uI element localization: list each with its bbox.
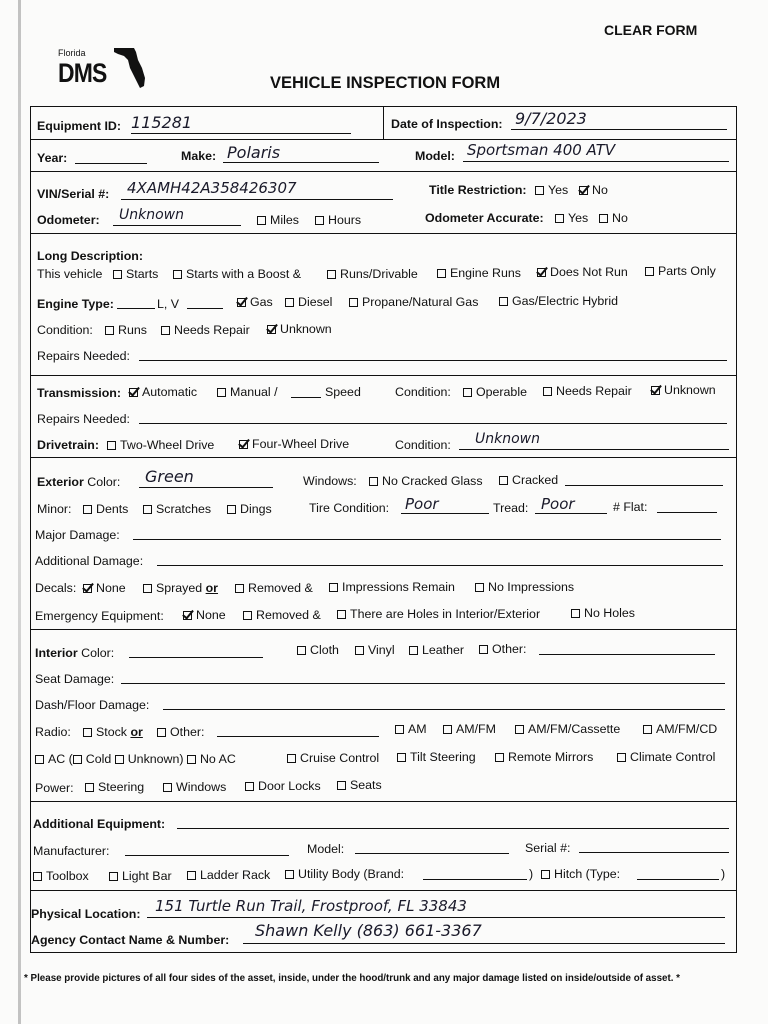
propane-option[interactable]: Propane/Natural Gas	[349, 295, 478, 309]
exterior-color-label: Exterior Color:	[37, 475, 121, 489]
dms-logo	[58, 46, 158, 94]
checked-box-icon[interactable]	[83, 584, 92, 593]
odometer-field[interactable]: Unknown	[119, 207, 184, 223]
no-cracked-glass-option[interactable]: No Cracked Glass	[369, 474, 483, 488]
checkbox-icon[interactable]	[173, 270, 182, 279]
checkbox-icon[interactable]	[115, 755, 124, 764]
checkbox-icon[interactable]	[187, 755, 196, 764]
checkbox-icon[interactable]	[85, 783, 94, 792]
climate-control-option[interactable]: Climate Control	[617, 750, 715, 764]
does-not-run-option[interactable]: Does Not Run	[537, 265, 628, 279]
checkbox-icon[interactable]	[337, 610, 346, 619]
logo-florida-text: Florida	[58, 48, 86, 58]
gas-option[interactable]: Gas	[237, 295, 273, 309]
checked-box-icon[interactable]	[183, 611, 192, 620]
checkbox-icon[interactable]	[157, 728, 166, 737]
checkbox-icon[interactable]	[495, 753, 504, 762]
vin-label: VIN/Serial #:	[37, 187, 110, 201]
checkbox-icon[interactable]	[35, 755, 44, 764]
checked-box-icon[interactable]	[237, 298, 246, 307]
checkbox-icon[interactable]	[217, 388, 226, 397]
checkbox-icon[interactable]	[315, 216, 324, 225]
miles-option[interactable]: Miles	[257, 213, 299, 227]
checkbox-icon[interactable]	[243, 611, 252, 620]
date-label: Date of Inspection:	[391, 117, 503, 131]
long-description-label: Long Description:	[37, 249, 144, 263]
accurate-yes-option[interactable]: Yes	[555, 211, 588, 225]
contact-field[interactable]: Shawn Kelly (863) 661-3367	[255, 921, 482, 940]
am-option[interactable]: AM	[395, 722, 427, 736]
major-damage-label: Major Damage:	[35, 528, 120, 542]
impressions-remain-option[interactable]: Impressions Remain	[329, 580, 455, 594]
checkbox-icon[interactable]	[617, 753, 626, 762]
checkbox-icon[interactable]	[143, 505, 152, 514]
light-bar-option[interactable]: Light Bar	[109, 869, 172, 883]
checkbox-icon[interactable]	[475, 583, 484, 592]
utility-body-option[interactable]: Utility Body (Brand:	[285, 867, 404, 881]
dings-option[interactable]: Dings	[227, 502, 272, 516]
runs-drivable-option[interactable]: Runs/Drivable	[327, 267, 418, 281]
model-field[interactable]: Sportsman 400 ATV	[467, 141, 616, 159]
utility-close-paren: )	[529, 867, 534, 881]
checkbox-icon[interactable]	[33, 872, 42, 881]
decals-removed-option[interactable]: Removed &	[235, 581, 313, 595]
cassette-option[interactable]: AM/FM/Cassette	[515, 722, 620, 736]
logo-dms-text: DMS	[58, 58, 107, 88]
checkbox-icon[interactable]	[105, 326, 114, 335]
cracked-option[interactable]: Cracked	[499, 473, 558, 487]
speed-label: Speed	[325, 385, 361, 399]
checkbox-icon[interactable]	[555, 214, 564, 223]
odometer-accurate-label: Odometer Accurate:	[425, 211, 544, 225]
power-windows-option[interactable]: Windows	[163, 780, 226, 794]
engine-type-label: Engine Type:	[37, 297, 114, 311]
no-holes-option[interactable]: No Holes	[571, 606, 635, 620]
model-label: Model:	[415, 149, 455, 163]
equipment-id-label: Equipment ID:	[37, 119, 121, 133]
checkbox-icon[interactable]	[571, 609, 580, 618]
sprayed-option[interactable]: Sprayed or	[143, 581, 218, 595]
checkbox-icon[interactable]	[235, 584, 244, 593]
radio-label: Radio:	[35, 725, 71, 739]
checkbox-icon[interactable]	[245, 782, 254, 791]
date-field[interactable]: 9/7/2023	[515, 109, 587, 128]
drivetrain-condition-label: Condition:	[395, 438, 451, 452]
checkbox-icon[interactable]	[541, 870, 550, 879]
clear-form-button[interactable]: CLEAR FORM	[604, 22, 698, 38]
title-restriction-label: Title Restriction:	[429, 183, 527, 197]
manual-option[interactable]: Manual /	[217, 385, 278, 399]
checkbox-icon[interactable]	[285, 298, 294, 307]
checkbox-icon[interactable]	[397, 753, 406, 762]
checkbox-icon[interactable]	[645, 267, 654, 276]
emergency-equipment-label: Emergency Equipment:	[35, 609, 164, 623]
condition-needs-repair-option[interactable]: Needs Repair	[161, 323, 250, 337]
contact-label: Agency Contact Name & Number:	[31, 933, 230, 947]
transmission-repairs-label: Repairs Needed:	[37, 412, 130, 426]
checkbox-icon[interactable]	[369, 477, 378, 486]
manufacturer-label: Manufacturer:	[33, 844, 110, 858]
two-wheel-drive-option[interactable]: Two-Wheel Drive	[107, 438, 214, 452]
leather-option[interactable]: Leather	[409, 643, 464, 657]
cruise-control-option[interactable]: Cruise Control	[287, 751, 379, 765]
transmission-condition-label: Condition:	[395, 385, 451, 399]
interior-other-option[interactable]: Other:	[479, 642, 526, 656]
title-yes-option[interactable]: Yes	[535, 183, 568, 197]
engine-repairs-label: Repairs Needed:	[37, 349, 130, 363]
physical-location-label: Physical Location:	[31, 907, 141, 921]
checkbox-icon[interactable]	[515, 725, 524, 734]
checkbox-icon[interactable]	[143, 584, 152, 593]
hours-option[interactable]: Hours	[315, 213, 361, 227]
equipment-serial-label: Serial #:	[525, 841, 571, 855]
equipment-model-label: Model:	[307, 842, 345, 856]
starts-option[interactable]: Starts	[113, 267, 158, 281]
odometer-label: Odometer:	[37, 213, 100, 227]
radio-other-option[interactable]: Other:	[157, 725, 204, 739]
equipment-id-field[interactable]: 115281	[131, 113, 193, 132]
condition-unknown-option[interactable]: Unknown	[267, 322, 332, 336]
no-impressions-option[interactable]: No Impressions	[475, 580, 574, 594]
diesel-option[interactable]: Diesel	[285, 295, 332, 309]
checked-box-icon[interactable]	[651, 386, 660, 395]
vin-field[interactable]: 4XAMH42A358426307	[127, 179, 297, 197]
tire-condition-field[interactable]: Poor	[405, 495, 439, 513]
tire-condition-label: Tire Condition:	[309, 501, 390, 515]
year-label: Year:	[37, 151, 68, 165]
seat-damage-label: Seat Damage:	[35, 672, 115, 686]
checkbox-icon[interactable]	[73, 755, 82, 764]
checkbox-icon[interactable]	[113, 270, 122, 279]
additional-damage-label: Additional Damage:	[35, 554, 144, 568]
checkbox-icon[interactable]	[535, 186, 544, 195]
checkbox-icon[interactable]	[599, 214, 608, 223]
checkbox-icon[interactable]	[83, 728, 92, 737]
power-seats-option[interactable]: Seats	[337, 778, 382, 792]
inspection-form	[30, 106, 737, 953]
tilt-steering-option[interactable]: Tilt Steering	[397, 750, 476, 764]
checked-box-icon[interactable]	[129, 388, 138, 397]
toolbox-option[interactable]: Toolbox	[33, 869, 89, 883]
condition-runs-option[interactable]: Runs	[105, 323, 147, 337]
checked-box-icon[interactable]	[537, 268, 546, 277]
scan-edge	[18, 0, 21, 1024]
checkbox-icon[interactable]	[437, 269, 446, 278]
automatic-option[interactable]: Automatic	[129, 385, 197, 399]
flat-label: # Flat:	[613, 500, 648, 514]
vinyl-option[interactable]: Vinyl	[355, 643, 395, 657]
power-steering-option[interactable]: Steering	[85, 780, 144, 794]
accurate-no-option[interactable]: No	[599, 211, 628, 225]
checkbox-icon[interactable]	[499, 297, 508, 306]
cloth-option[interactable]: Cloth	[297, 643, 339, 657]
transmission-label: Transmission:	[37, 386, 122, 400]
title-no-option[interactable]: No	[579, 183, 608, 197]
checked-box-icon[interactable]	[267, 325, 276, 334]
make-field[interactable]: Polaris	[227, 143, 281, 162]
checkbox-icon[interactable]	[107, 441, 116, 450]
this-vehicle-text: This vehicle	[37, 267, 103, 281]
checkbox-icon[interactable]	[83, 505, 92, 514]
cd-option[interactable]: AM/FM/CD	[643, 722, 717, 736]
checkbox-icon[interactable]	[337, 781, 346, 790]
power-label: Power:	[35, 781, 74, 795]
checkbox-icon[interactable]	[355, 646, 364, 655]
dash-floor-damage-label: Dash/Floor Damage:	[35, 698, 150, 712]
stock-option[interactable]: Stock or	[83, 725, 143, 739]
checkbox-icon[interactable]	[329, 583, 338, 592]
trans-needs-repair-option[interactable]: Needs Repair	[543, 384, 632, 398]
ac-option[interactable]: AC ( Cold Unknown) No AC	[35, 752, 236, 766]
emergency-removed-option[interactable]: Removed &	[243, 608, 321, 622]
drivetrain-label: Drivetrain:	[37, 438, 99, 452]
parts-only-option[interactable]: Parts Only	[645, 264, 716, 278]
checkbox-icon[interactable]	[287, 754, 296, 763]
hybrid-option[interactable]: Gas/Electric Hybrid	[499, 294, 618, 308]
ladder-rack-option[interactable]: Ladder Rack	[187, 868, 270, 882]
checkbox-icon[interactable]	[463, 388, 472, 397]
checkbox-icon[interactable]	[443, 725, 452, 734]
checkbox-icon[interactable]	[297, 646, 306, 655]
make-label: Make:	[181, 149, 217, 163]
exterior-color-field[interactable]: Green	[145, 467, 194, 486]
amfm-option[interactable]: AM/FM	[443, 722, 496, 736]
remote-mirrors-option[interactable]: Remote Mirrors	[495, 750, 593, 764]
checkbox-icon[interactable]	[327, 270, 336, 279]
tread-field[interactable]: Poor	[541, 495, 575, 513]
florida-map-icon	[114, 46, 146, 90]
windows-label: Windows:	[303, 474, 357, 488]
hitch-option[interactable]: Hitch (Type:	[541, 867, 620, 881]
lv-label: L, V	[157, 297, 180, 311]
checkbox-icon[interactable]	[227, 505, 236, 514]
checkbox-icon[interactable]	[409, 646, 418, 655]
emergency-none-option[interactable]: None	[183, 608, 226, 622]
checkbox-icon[interactable]	[257, 216, 266, 225]
dents-option[interactable]: Dents	[83, 502, 128, 516]
checkbox-icon[interactable]	[349, 298, 358, 307]
operable-option[interactable]: Operable	[463, 385, 527, 399]
additional-equipment-label: Additional Equipment:	[33, 817, 166, 831]
checkbox-icon[interactable]	[543, 387, 552, 396]
checkbox-icon[interactable]	[163, 783, 172, 792]
interior-color-label: Interior Color:	[35, 646, 115, 660]
checkbox-icon[interactable]	[109, 872, 118, 881]
checked-box-icon[interactable]	[239, 440, 248, 449]
tread-label: Tread:	[493, 501, 529, 515]
form-title: VEHICLE INSPECTION FORM	[270, 74, 501, 92]
scratches-option[interactable]: Scratches	[143, 502, 211, 516]
drivetrain-condition-field[interactable]: Unknown	[475, 431, 540, 447]
checkbox-icon[interactable]	[395, 725, 404, 734]
decals-none-option[interactable]: None	[83, 581, 126, 595]
holes-option[interactable]: There are Holes in Interior/Exterior	[337, 607, 540, 621]
engine-condition-label: Condition:	[37, 323, 93, 337]
checkbox-icon[interactable]	[499, 476, 508, 485]
boost-option[interactable]: Starts with a Boost &	[173, 267, 301, 281]
four-wheel-drive-option[interactable]: Four-Wheel Drive	[239, 437, 349, 451]
minor-label: Minor:	[37, 502, 72, 516]
checkbox-icon[interactable]	[285, 870, 294, 879]
checked-box-icon[interactable]	[579, 186, 588, 195]
decals-label: Decals:	[35, 581, 77, 595]
power-door-locks-option[interactable]: Door Locks	[245, 779, 321, 793]
checkbox-icon[interactable]	[187, 871, 196, 880]
engine-runs-option[interactable]: Engine Runs	[437, 266, 521, 280]
physical-location-field[interactable]: 151 Turtle Run Trail, Frostproof, FL 33843	[155, 897, 467, 915]
checkbox-icon[interactable]	[643, 725, 652, 734]
checkbox-icon[interactable]	[479, 645, 488, 654]
trans-unknown-option[interactable]: Unknown	[651, 383, 716, 397]
footer-note: * Please provide pictures of all four sides of the asset, inside, under the hood/trunk and any major damage listed on inside/outside of asset. *	[24, 973, 680, 984]
hitch-close-paren: )	[721, 867, 726, 881]
checkbox-icon[interactable]	[161, 326, 170, 335]
